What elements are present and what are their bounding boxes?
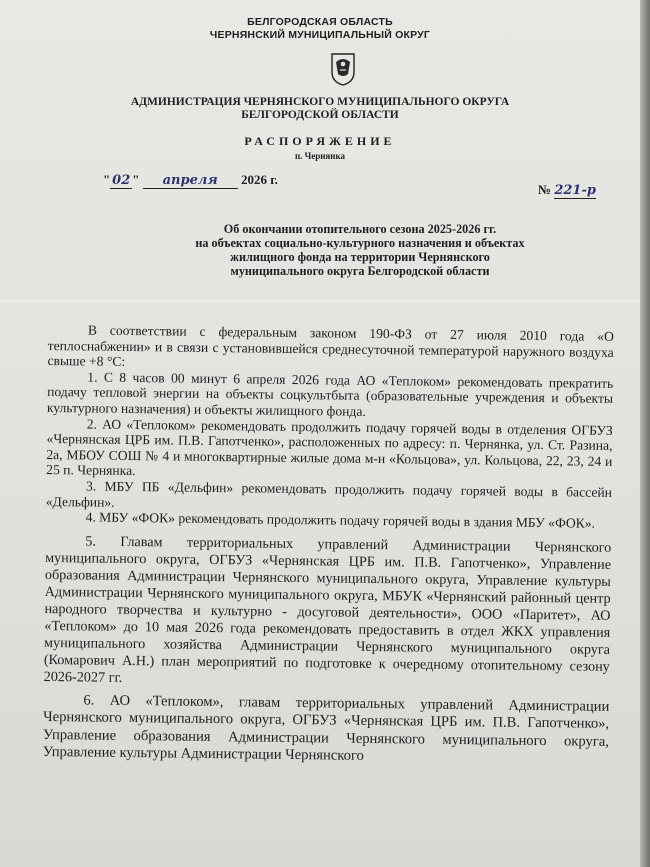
- district-line: ЧЕРНЯНСКИЙ МУНИЦИПАЛЬНЫЙ ОКРУГ: [209, 29, 431, 41]
- document-date: [103, 172, 278, 189]
- date-day: 02: [112, 173, 131, 188]
- clause-2: 2. АО «Теплоком» рекомендовать продолжить подачу горячей воды в отделения ОГБУЗ «Чернянская ЦРБ им. П.В. Гапотченко», расположенных по адресу: п. Чернянка, ул. Ст. Разина, 2а, МБОУ СОШ № 4 и многоквартирные жилые дома м-н «Кольцова», ул. Кольцова, 22, 23, 24 и 25 п. Чернянка.: [46, 416, 613, 479]
- number-value: 221-р: [554, 183, 596, 198]
- document-body: [43, 322, 614, 769]
- subject-line: жилищного фонда на территории Чернянского: [230, 250, 490, 264]
- number-label: №: [538, 182, 552, 197]
- region-line: БЕЛГОРОДСКАЯ ОБЛАСТЬ: [247, 16, 393, 28]
- document-type: РАСПОРЯЖЕНИЕ: [244, 134, 396, 148]
- region-header: [0, 16, 640, 42]
- administration-title: [0, 96, 640, 122]
- clause-1: 1. С 8 часов 00 минут 6 апреля 2026 года АО «Теплоком» рекомендовать прекратить подачу тепловой энергии на объекты соцкультбыта (образовательные учреждения и объекты культурного назначения) и объекты жилищного фонда.: [46, 369, 614, 419]
- date-quote-open: ": [103, 172, 111, 187]
- date-month: апреля: [143, 173, 238, 189]
- subject-line: муниципального округа Белгородской области: [230, 264, 490, 278]
- clause-3: 3. МБУ ПБ «Дельфин» рекомендовать продолжить подачу горячей воды в бассейн «Дельфин».: [45, 478, 613, 510]
- date-year: 2026 г.: [240, 172, 278, 187]
- clause-6: 6. АО «Теплоком», главам территориальных управлений Администрации Чернянского муниципального округа, ОГБУЗ «Чернянская ЦРБ им. П.В. Гапотченко», Управление образования Администрации Чернянского муниципального округа, Управление культуры Администрации Чернянского: [42, 692, 610, 765]
- coat-of-arms-icon: [330, 52, 356, 86]
- paper-fold: [0, 300, 640, 303]
- table-background: [640, 0, 650, 867]
- clause-4: 4. МБУ «ФОК» рекомендовать продолжить подачу горячей воды в здания МБУ «ФОК».: [85, 509, 596, 531]
- document-subject: [150, 222, 570, 278]
- clause-5: 5. Главам территориальных управлений Администрации Чернянского муниципального округа, ОГБУЗ «Чернянская ЦРБ им. П.В. Гапотченко», Управление образования Администрации Чернянского муниципального округа, Управление культуры Администрации Чернянского муниципального округа, МБУК «Чернянский районный центр народного творчества и культурно - досуговой деятельности», ООО «Паритет», АО «Теплоком» до 10 мая 2026 года рекомендовать предоставить в отдел ЖКХ управления муниципального хозяйства Администрации Чернянского муниципального округа (Комарович А.Н.) план мероприятий по подготовке к очередному отопительному сезону 2026-2027 гг.: [43, 533, 612, 686]
- document-place: п. Чернянка: [294, 151, 346, 161]
- administration-region-line: БЕЛГОРОДСКОЙ ОБЛАСТИ: [241, 109, 399, 121]
- document-number: [538, 182, 596, 198]
- date-quote-close: ": [132, 172, 140, 187]
- subject-line: Об окончании отопительного сезона 2025-2026 гг.: [223, 222, 497, 236]
- administration-line: АДМИНИСТРАЦИЯ ЧЕРНЯНСКОГО МУНИЦИПАЛЬНОГО ОКРУГА: [130, 96, 510, 108]
- intro-paragraph: В соответствии с федеральным законом 190-ФЗ от 27 июля 2010 года «О теплоснабжении» и в связи с установившейся среднесуточной температурой наружного воздуха свыше +8 °С:: [47, 322, 614, 370]
- subject-line: на объектах социально-культурного назначения и объектах: [195, 236, 525, 250]
